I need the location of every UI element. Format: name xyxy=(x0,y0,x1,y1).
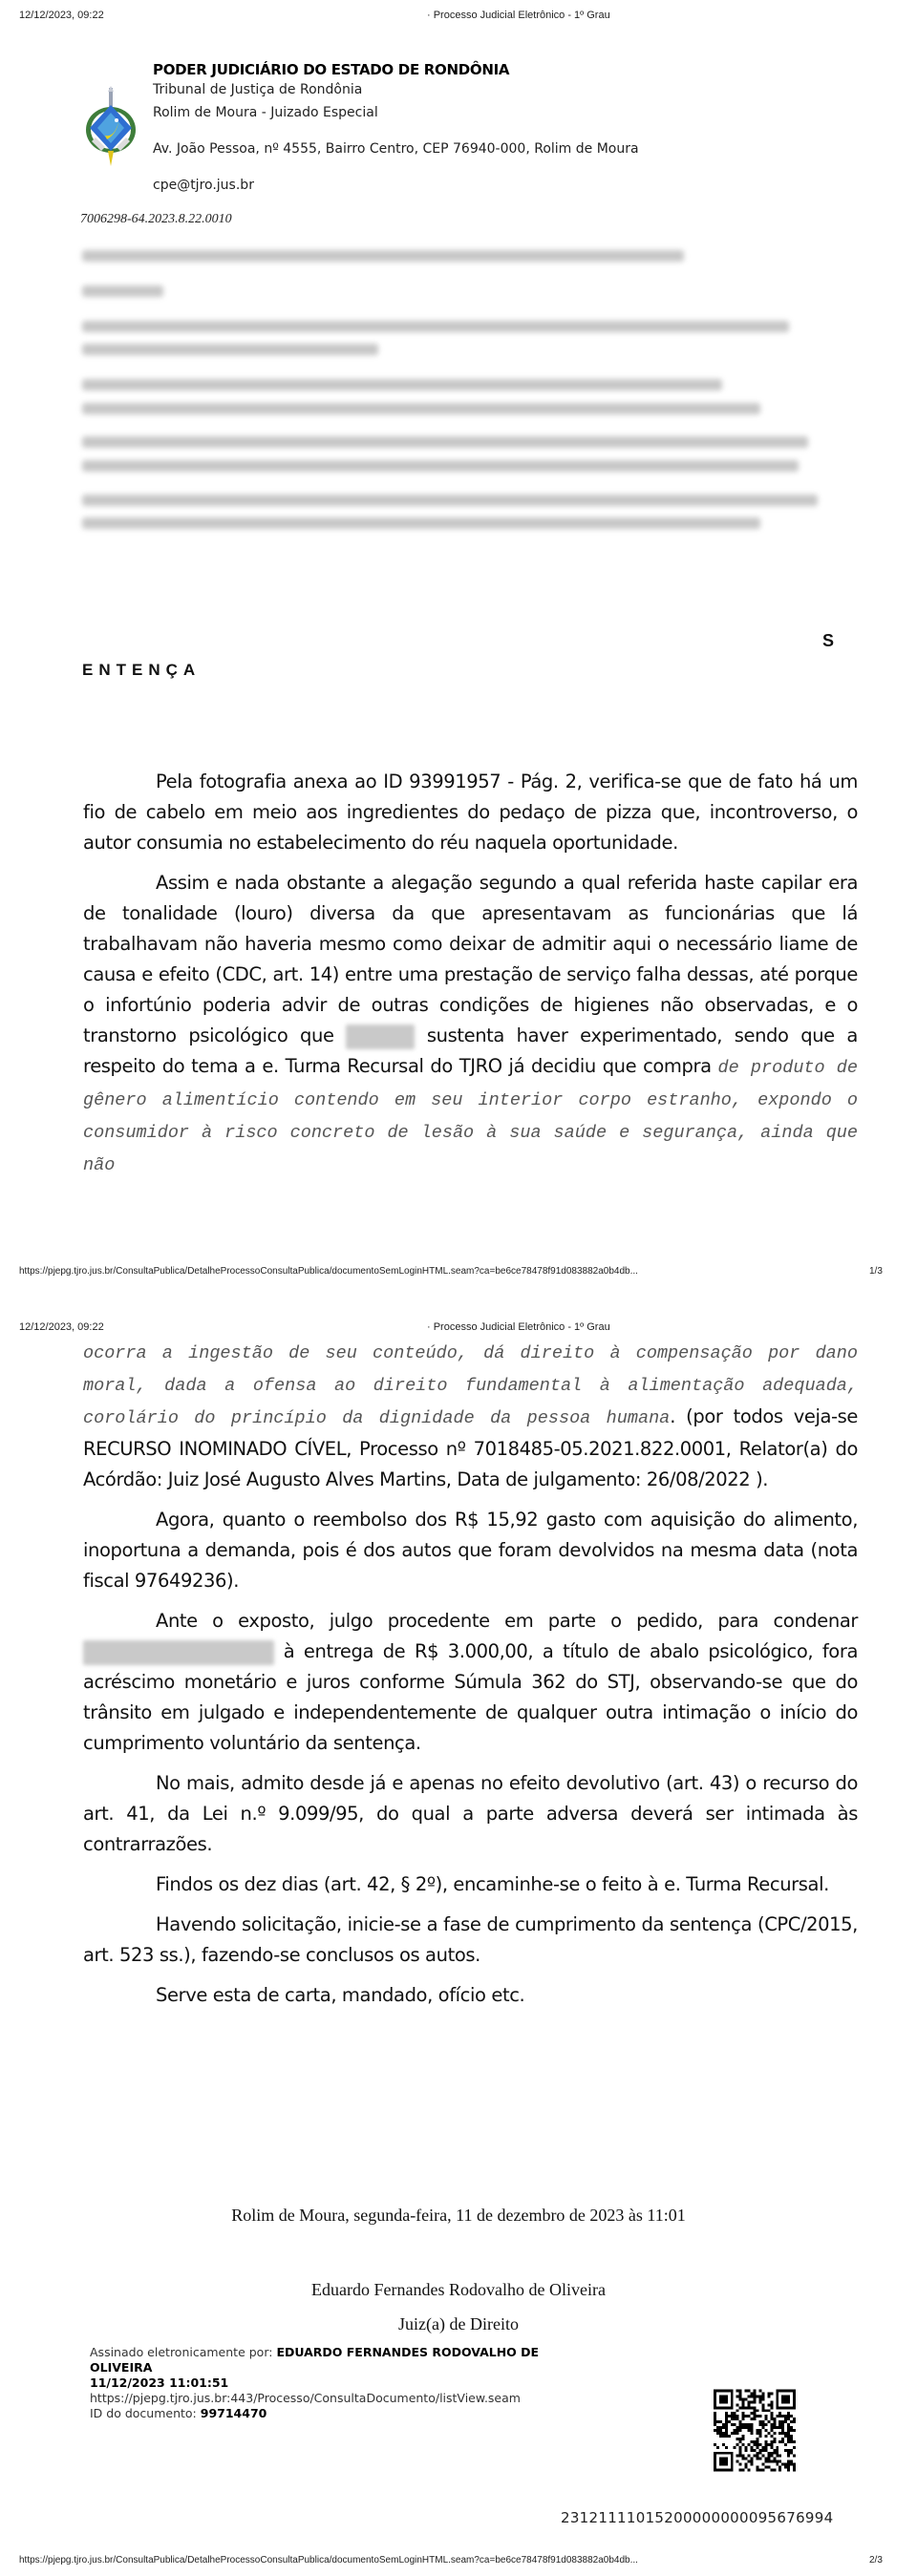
signer-name: EDUARDO FERNANDES RODOVALHO DE OLIVEIRA xyxy=(90,2345,540,2375)
paragraph-deadline: Findos os dez dias (art. 42, § 2º), encaminhe-se o feito à e. Turma Recursal. xyxy=(156,1873,829,1895)
sentence-body-page1 xyxy=(83,767,858,1181)
sentence-body-page2 xyxy=(83,1337,858,2020)
sentence-heading-initial: S xyxy=(822,631,835,650)
print-footer-url: https://pjepg.tjro.jus.br/ConsultaPublica/DetalheProcessoConsultaPublica/documentoSemLoginHTML.seam?ca=be6ce78478f91d083882a0b4db... xyxy=(19,1266,638,1277)
print-footer-page: 1/3 xyxy=(869,1266,883,1277)
letterhead-email[interactable]: cpe@tjro.jus.br xyxy=(153,178,254,193)
coat-of-arms-icon xyxy=(82,84,139,170)
paragraph-serve: Serve esta de carta, mandado, ofício etc. xyxy=(156,1984,525,2006)
paragraph-ruling-text-a: Ante o exposto, julgo procedente em parte o pedido, para condenar xyxy=(156,1610,858,1632)
signature-label: Assinado eletronicamente por: xyxy=(90,2345,273,2359)
paragraph-photo-evidence: Pela fotografia anexa ao ID 93991957 - Pág. 2, verifica-se que de fato há um fio de cabelo em meio aos ingredientes do pedaço de pizza que, incontroverso, o autor consumia no estabelecimento do réu naquela oportunidade. xyxy=(83,771,858,854)
print-footer-page: 2/3 xyxy=(869,2555,883,2565)
redacted-plaintiff-name xyxy=(346,1024,415,1049)
paragraph-appeal: No mais, admito desde já e apenas no efeito devolutivo (art. 43) o recurso do art. 41, da Lei n.º 9.099/95, do qual a parte adversa deverá ser intimada às contrarrazões. xyxy=(83,1772,858,1855)
letterhead-title: PODER JUDICIÁRIO DO ESTADO DE RONDÔNIA xyxy=(153,61,510,78)
paragraph-reimbursement: Agora, quanto o reembolso dos R$ 15,92 gasto com aquisição do alimento, inoportuna a demanda, pois é dos autos que foram devolvidos na mesma data (nota fiscal 97649236). xyxy=(83,1509,858,1592)
letterhead-court: Tribunal de Justiça de Rondônia xyxy=(153,82,363,97)
judge-role: Juiz(a) de Direito xyxy=(398,2314,519,2333)
print-header-datetime: 12/12/2023, 09:22 xyxy=(19,10,104,21)
document-id-label: ID do documento: xyxy=(90,2406,197,2420)
print-footer-url: https://pjepg.tjro.jus.br/ConsultaPublica/DetalheProcessoConsultaPublica/documentoSemLoginHTML.seam?ca=be6ce78478f91d083882a0b4db... xyxy=(19,2555,638,2565)
letterhead-address: Av. João Pessoa, nº 4555, Bairro Centro, CEP 76940-000, Rolim de Moura xyxy=(153,141,639,157)
jurisprudence-quote-part1: de produto de gênero alimentício contendo em seu interior corpo estranho, expondo o consumidor à risco concreto de lesão à sua saúde e segurança, ainda que não xyxy=(83,1058,858,1175)
barcode-number: 23121111015200000000095676994 xyxy=(561,2509,834,2526)
signature-datetime: 11/12/2023 11:01:51 xyxy=(90,2375,229,2390)
judge-name: Eduardo Fernandes Rodovalho de Oliveira xyxy=(311,2280,606,2299)
sentence-heading: ENTENÇA xyxy=(82,661,202,679)
document-id: 99714470 xyxy=(200,2406,267,2420)
jurisprudence-quote-part2: ocorra a ingestão de seu conteúdo, dá direito à compensação por dano moral, dada a ofensa ao direito fundamental à alimentação adequada, corolário do princípio da dignidade da pessoa humana xyxy=(83,1343,858,1428)
paragraph-enforcement: Havendo solicitação, inicie-se a fase de cumprimento da sentença (CPC/2015, art. 523 ss.), fazendo-se conclusos os autos. xyxy=(83,1913,858,1966)
jurisprudence-reference: . (por todos veja-se RECURSO INOMINADO CÍVEL, Processo nº 7018485-05.2021.822.0001, Relator(a) do Acórdão: Juiz José Augusto Alves Martins, Data de julgamento: 26/08/2022 ). xyxy=(83,1405,858,1490)
verification-url[interactable]: https://pjepg.tjro.jus.br:443/Processo/ConsultaDocumento/listView.seam xyxy=(90,2391,521,2405)
electronic-signature-block xyxy=(90,2345,586,2421)
case-number: 7006298-64.2023.8.22.0010 xyxy=(80,212,232,226)
paragraph-ruling xyxy=(83,1606,858,1759)
letterhead-unit: Rolim de Moura - Juizado Especial xyxy=(153,105,378,120)
print-header-title: · Processo Judicial Eletrônico - 1º Grau xyxy=(427,10,610,21)
print-header-title: · Processo Judicial Eletrônico - 1º Grau xyxy=(427,1321,610,1333)
paragraph-causation-continued xyxy=(83,1337,858,1495)
paragraph-causation xyxy=(83,868,858,1181)
paragraph-ruling-text-b: à entrega de R$ 3.000,00, a título de abalo psicológico, fora acréscimo monetário e juros conforme Súmula 362 do STJ, observando-se que do trânsito em julgado e independentemente de qualquer outra intimação o início do cumprimento voluntário da sentença. xyxy=(83,1640,858,1754)
paragraph-causation-text-a: Assim e nada obstante a alegação segundo a qual referida haste capilar era de tonalidade (louro) diversa da que apresentavam as funcionárias que lá trabalhavam não haveria mesmo como deixar de admitir aqui o necessário liame de causa e efeito (CDC, art. 14) entre uma prestação de serviço falha dessas, até porque o infortúnio poderia advir de outras condições de higienes não observadas, e o transtorno psicológico que xyxy=(83,872,858,1046)
print-header-datetime: 12/12/2023, 09:22 xyxy=(19,1321,104,1333)
paragraph-causation-text-b: sustenta haver experimentado, sendo que a respeito do tema a e. Turma Recursal do TJRO já decidiu que compra xyxy=(83,1024,858,1077)
qr-code-icon xyxy=(711,2389,799,2475)
redacted-defendant-name xyxy=(83,1640,274,1665)
place-and-date: Rolim de Moura, segunda-feira, 11 de dezembro de 2023 às 11:01 xyxy=(231,2206,686,2225)
